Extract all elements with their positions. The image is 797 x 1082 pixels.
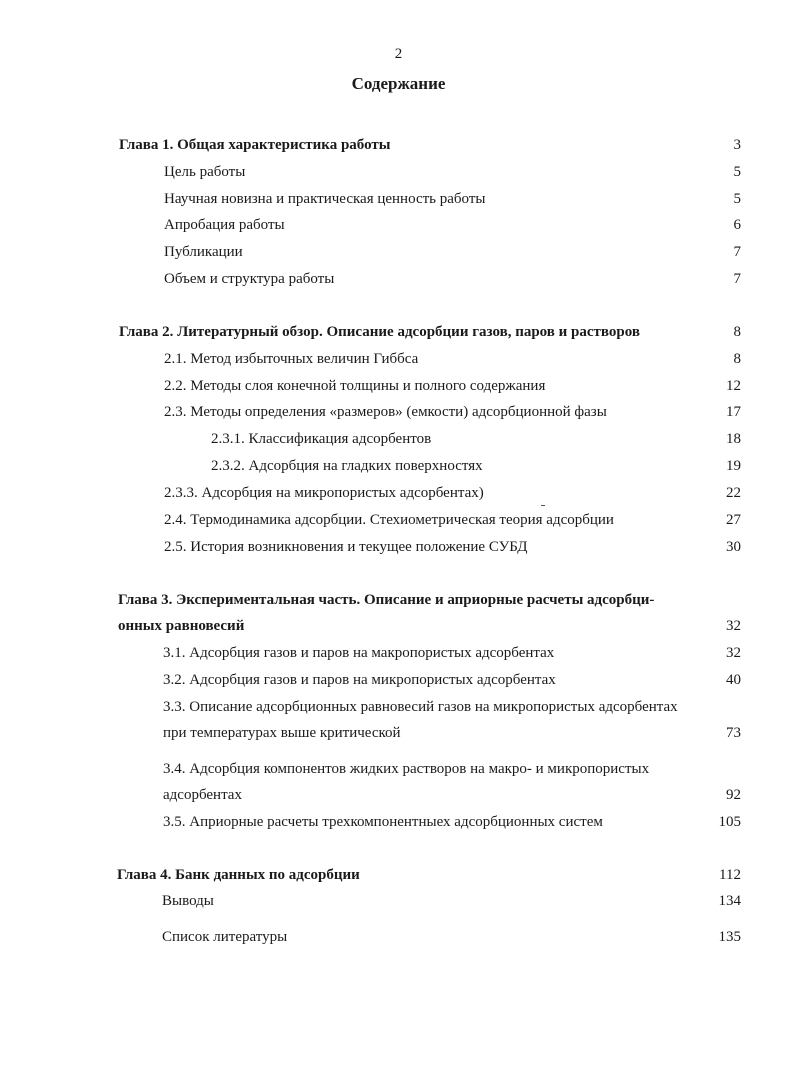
- toc-entry-page: 8: [733, 351, 741, 367]
- toc-entry-page: 73: [726, 725, 741, 741]
- toc-entry-page: 3: [733, 137, 741, 153]
- toc-entry-page: 32: [726, 645, 741, 661]
- toc-entry-label: Научная новизна и практическая ценность работы: [164, 191, 486, 207]
- toc-entry-3-4-line-1: [163, 758, 741, 780]
- toc-entry-label: 3.5. Априорные расчеты трехкомпонентныех адсорбционных систем: [163, 814, 603, 830]
- toc-entry-2-3: [164, 401, 741, 423]
- toc-entry-3-4-line-2: [163, 784, 741, 806]
- toc-entry-label: Глава 3. Экспериментальная часть. Описание и априорные расчеты адсорбци-: [118, 592, 655, 608]
- toc-entry-label: Цель работы: [164, 164, 246, 180]
- toc-entry-page: 32: [726, 618, 741, 634]
- toc-entry-2-2: [164, 375, 741, 397]
- toc-entry-page: 30: [726, 539, 741, 555]
- toc-entry-chapter-3-line-1: [118, 589, 741, 611]
- toc-entry-label: Выводы: [162, 893, 214, 909]
- toc-entry-label: Список литературы: [162, 929, 288, 945]
- toc-entry-label: 3.2. Адсорбция газов и паров на микропористых адсорбентах: [163, 672, 556, 688]
- toc-entry-chapter-1: [119, 134, 741, 156]
- toc-entry-label: 2.3.1. Классификация адсорбентов: [211, 431, 432, 447]
- toc-entry-3-3-line-1: [163, 696, 741, 718]
- toc-entry-page: 27: [726, 512, 741, 528]
- toc-entry-conclusions: [162, 890, 741, 912]
- toc-entry-label: 2.3. Методы определения «размеров» (емкости) адсорбционной фазы: [164, 404, 607, 420]
- toc-entry-goal: [164, 161, 741, 183]
- toc-entry-page: 112: [719, 867, 741, 883]
- toc-entry-label: при температурах выше критической: [163, 725, 401, 741]
- toc-entry-publications: [164, 241, 741, 263]
- page-number: 2: [394, 46, 403, 62]
- toc-entry-page: 6: [733, 217, 741, 233]
- toc-entry-3-2: [163, 669, 741, 691]
- toc-entry-page: 7: [733, 244, 741, 260]
- toc-entry-label: адсорбентах: [163, 787, 242, 803]
- toc-entry-page: 22: [726, 485, 741, 501]
- toc-entry-page: 134: [718, 893, 741, 909]
- toc-entry-page: 12: [726, 378, 741, 394]
- toc-entry-page: 135: [718, 929, 741, 945]
- toc-entry-label: 3.1. Адсорбция газов и паров на макропористых адсорбентах: [163, 645, 555, 661]
- toc-entry-page: 92: [726, 787, 741, 803]
- toc-entry-label: 2.3.3. Адсорбция на микропористых адсорбентах): [164, 485, 484, 501]
- toc-entry-2-3-3: [164, 482, 741, 504]
- toc-entry-label: 2.1. Метод избыточных величин Гиббса: [164, 351, 419, 367]
- toc-entry-page: 18: [726, 431, 741, 447]
- toc-entry-3-5: [163, 811, 741, 833]
- toc-entry-2-4: [164, 509, 741, 531]
- toc-entry-chapter-4: [117, 864, 741, 886]
- toc-entry-label: Глава 2. Литературный обзор. Описание адсорбции газов, паров и растворов: [119, 324, 640, 340]
- toc-entry-page: 8: [733, 324, 741, 340]
- toc-entry-2-1: [164, 348, 741, 370]
- toc-entry-structure: [164, 268, 741, 290]
- toc-entry-label: 2.5. История возникновения и текущее положение СУБД: [164, 539, 528, 555]
- toc-entry-label: 3.3. Описание адсорбционных равновесий газов на микропористых адсорбентах: [163, 699, 678, 715]
- scan-speck: [541, 505, 545, 506]
- toc-entry-2-3-1: [211, 428, 741, 450]
- toc-entry-page: 17: [726, 404, 741, 420]
- toc-entry-chapter-2: [119, 321, 741, 343]
- toc-entry-page: 19: [726, 458, 741, 474]
- page-title: Содержание: [351, 74, 446, 93]
- toc-entry-page: 5: [733, 164, 741, 180]
- toc-entry-2-3-2: [211, 455, 741, 477]
- toc-entry-label: 2.4. Термодинамика адсорбции. Стехиометрическая теория адсорбции: [164, 512, 614, 528]
- toc-entry-references: [162, 926, 741, 948]
- toc-entry-page: 105: [718, 814, 741, 830]
- toc-entry-label: Публикации: [164, 244, 243, 260]
- toc-entry-label: онных равновесий: [118, 618, 245, 634]
- toc-entry-2-5: [164, 536, 741, 558]
- toc-entry-3-1: [163, 642, 741, 664]
- toc-entry-label: Апробация работы: [164, 217, 285, 233]
- toc-entry-label: Глава 1. Общая характеристика работы: [119, 137, 391, 153]
- toc-entry-label: Объем и структура работы: [164, 271, 335, 287]
- toc-entry-3-3-line-2: [163, 722, 741, 744]
- toc-entry-label: Глава 4. Банк данных по адсорбции: [117, 867, 360, 883]
- toc-entry-label: 3.4. Адсорбция компонентов жидких растворов на макро- и микропористых: [163, 761, 650, 777]
- toc-entry-page: 40: [726, 672, 741, 688]
- toc-entry-chapter-3-line-2: [118, 615, 741, 637]
- toc-entry-approbation: [164, 214, 741, 236]
- toc-entry-novelty: [164, 188, 741, 210]
- toc-entry-label: 2.2. Методы слоя конечной толщины и полного содержания: [164, 378, 546, 394]
- toc-entry-page: 7: [733, 271, 741, 287]
- toc-entry-page: 5: [733, 191, 741, 207]
- toc-entry-label: 2.3.2. Адсорбция на гладких поверхностях: [211, 458, 483, 474]
